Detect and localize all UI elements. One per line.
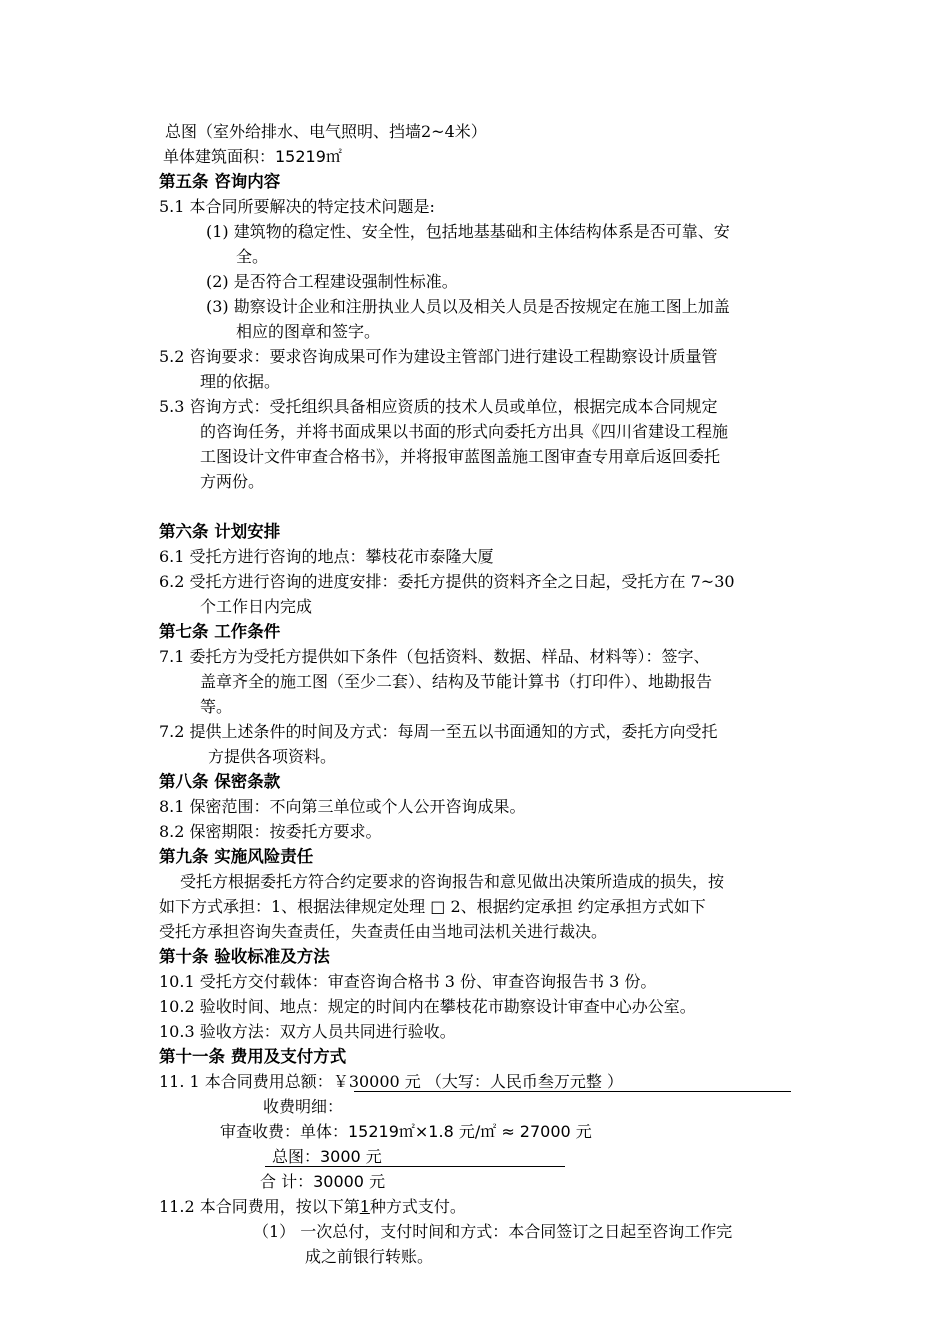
- clause-6-2: 6.2 受托方进行咨询的进度安排：委托方提供的资料齐全之日起，受托方在 7~30: [159, 572, 735, 591]
- fee-detail-label: 收费明细：: [263, 1097, 344, 1116]
- section-11-title: 第十一条 费用及支付方式: [159, 1047, 347, 1066]
- payment-method-number: 1: [359, 1197, 370, 1216]
- clause-6-2-cont: 个工作日内完成: [200, 597, 313, 616]
- clause-9-text-1: 受托方根据委托方符合约定要求的咨询报告和意见做出决策所造成的损失，按: [180, 872, 725, 891]
- clause-5-1-item-3-cont: 相应的图章和签字。: [236, 322, 381, 341]
- clause-5-3-cont-2: 工图设计文件审查合格书》，并将报审蓝图盖施工图审查专用章后返回委托: [200, 447, 721, 466]
- clause-11-2-prefix: 11.2 本合同费用，按以下第: [159, 1197, 360, 1216]
- section-6-title: 第六条 计划安排: [159, 522, 281, 541]
- section-10-title: 第十条 验收标准及方法: [159, 947, 330, 966]
- clause-11-2-suffix: 种方式支付。: [369, 1197, 466, 1216]
- building-area-line: 单体建筑面积：15219㎡: [163, 147, 342, 166]
- clause-5-2: 5.2 咨询要求：要求咨询成果可作为建设主管部门进行建设工程勘察设计质量管: [159, 347, 718, 366]
- clause-5-1: 5.1 本合同所要解决的特定技术问题是:: [159, 197, 435, 216]
- section-9-title: 第九条 实施风险责任: [159, 847, 314, 866]
- clause-5-1-item-1-cont: 全。: [236, 247, 269, 266]
- general-plan-line: 总图（室外给排水、电气照明、挡墙2~4米）: [165, 122, 487, 141]
- clause-7-2-cont: 方提供各项资料。: [208, 747, 337, 766]
- general-plan-fee: 总图：3000 元: [272, 1147, 382, 1166]
- clause-5-3-cont-3: 方两份。: [200, 472, 265, 491]
- clause-6-1: 6.1 受托方进行咨询的地点：攀枝花市泰隆大厦: [159, 547, 494, 566]
- clause-5-3: 5.3 咨询方式：受托组织具备相应资质的技术人员或单位，根据完成本合同规定: [159, 397, 718, 416]
- clause-11-2: [159, 1196, 466, 1218]
- clause-5-1-item-2: (2) 是否符合工程建设强制性标准。: [206, 272, 458, 291]
- review-fee-line: 审查收费：单体：15219㎡×1.8 元/㎡ ≈ 27000 元: [220, 1122, 592, 1141]
- amount-underline: [354, 1091, 791, 1092]
- clause-8-2: 8.2 保密期限：按委托方要求。: [159, 822, 382, 841]
- clause-7-1-cont-1: 盖章齐全的施工图（至少二套）、结构及节能计算书（打印件）、地勘报告: [200, 672, 713, 691]
- clause-5-2-cont: 理的依据。: [200, 372, 281, 391]
- clause-7-2: 7.2 提供上述条件的时间及方式：每周一至五以书面通知的方式，委托方向受托: [159, 722, 718, 741]
- section-5-title: 第五条 咨询内容: [159, 172, 281, 191]
- clause-5-3-cont-1: 的咨询任务，并将书面成果以书面的形式向委托方出具《四川省建设工程施: [200, 422, 729, 441]
- clause-7-1-cont-2: 等。: [200, 697, 233, 716]
- contract-total-amount: ￥30000 元 （大写：人民币叁万元整 ）: [332, 1072, 623, 1091]
- clause-9-text-2: 如下方式承担：1、根据法律规定处理 □ 2、根据约定承担 约定承担方式如下: [159, 897, 706, 916]
- clause-5-1-item-3: (3) 勘察设计企业和注册执业人员以及相关人员是否按规定在施工图上加盖: [206, 297, 730, 316]
- fee-total: 合 计：30000 元: [260, 1172, 386, 1191]
- fee-underline: [265, 1166, 565, 1167]
- clause-5-1-item-1: (1) 建筑物的稳定性、安全性，包括地基基础和主体结构体系是否可靠、安: [206, 222, 730, 241]
- section-7-title: 第七条 工作条件: [159, 622, 281, 641]
- clause-11-1-label: 11. 1 本合同费用总额：: [159, 1072, 333, 1091]
- clause-7-1: 7.1 委托方为受托方提供如下条件（包括资料、数据、样品、材料等）：签字、: [159, 647, 710, 666]
- clause-8-1: 8.1 保密范围：不向第三单位或个人公开咨询成果。: [159, 797, 526, 816]
- payment-option-1-cont: 成之前银行转账。: [305, 1247, 434, 1266]
- clause-10-1: 10.1 受托方交付载体：审查咨询合格书 3 份、审查咨询报告书 3 份。: [159, 972, 657, 991]
- section-8-title: 第八条 保密条款: [159, 772, 281, 791]
- clause-11-1: [159, 1071, 623, 1093]
- clause-10-3: 10.3 验收方法：双方人员共同进行验收。: [159, 1022, 456, 1041]
- clause-10-2: 10.2 验收时间、地点：规定的时间内在攀枝花市勘察设计审查中心办公室。: [159, 997, 696, 1016]
- clause-9-text-3: 受托方承担咨询失查责任，失查责任由当地司法机关进行裁决。: [159, 922, 608, 941]
- payment-option-1: （1） 一次总付，支付时间和方式：本合同签订之日起至咨询工作完: [253, 1222, 733, 1241]
